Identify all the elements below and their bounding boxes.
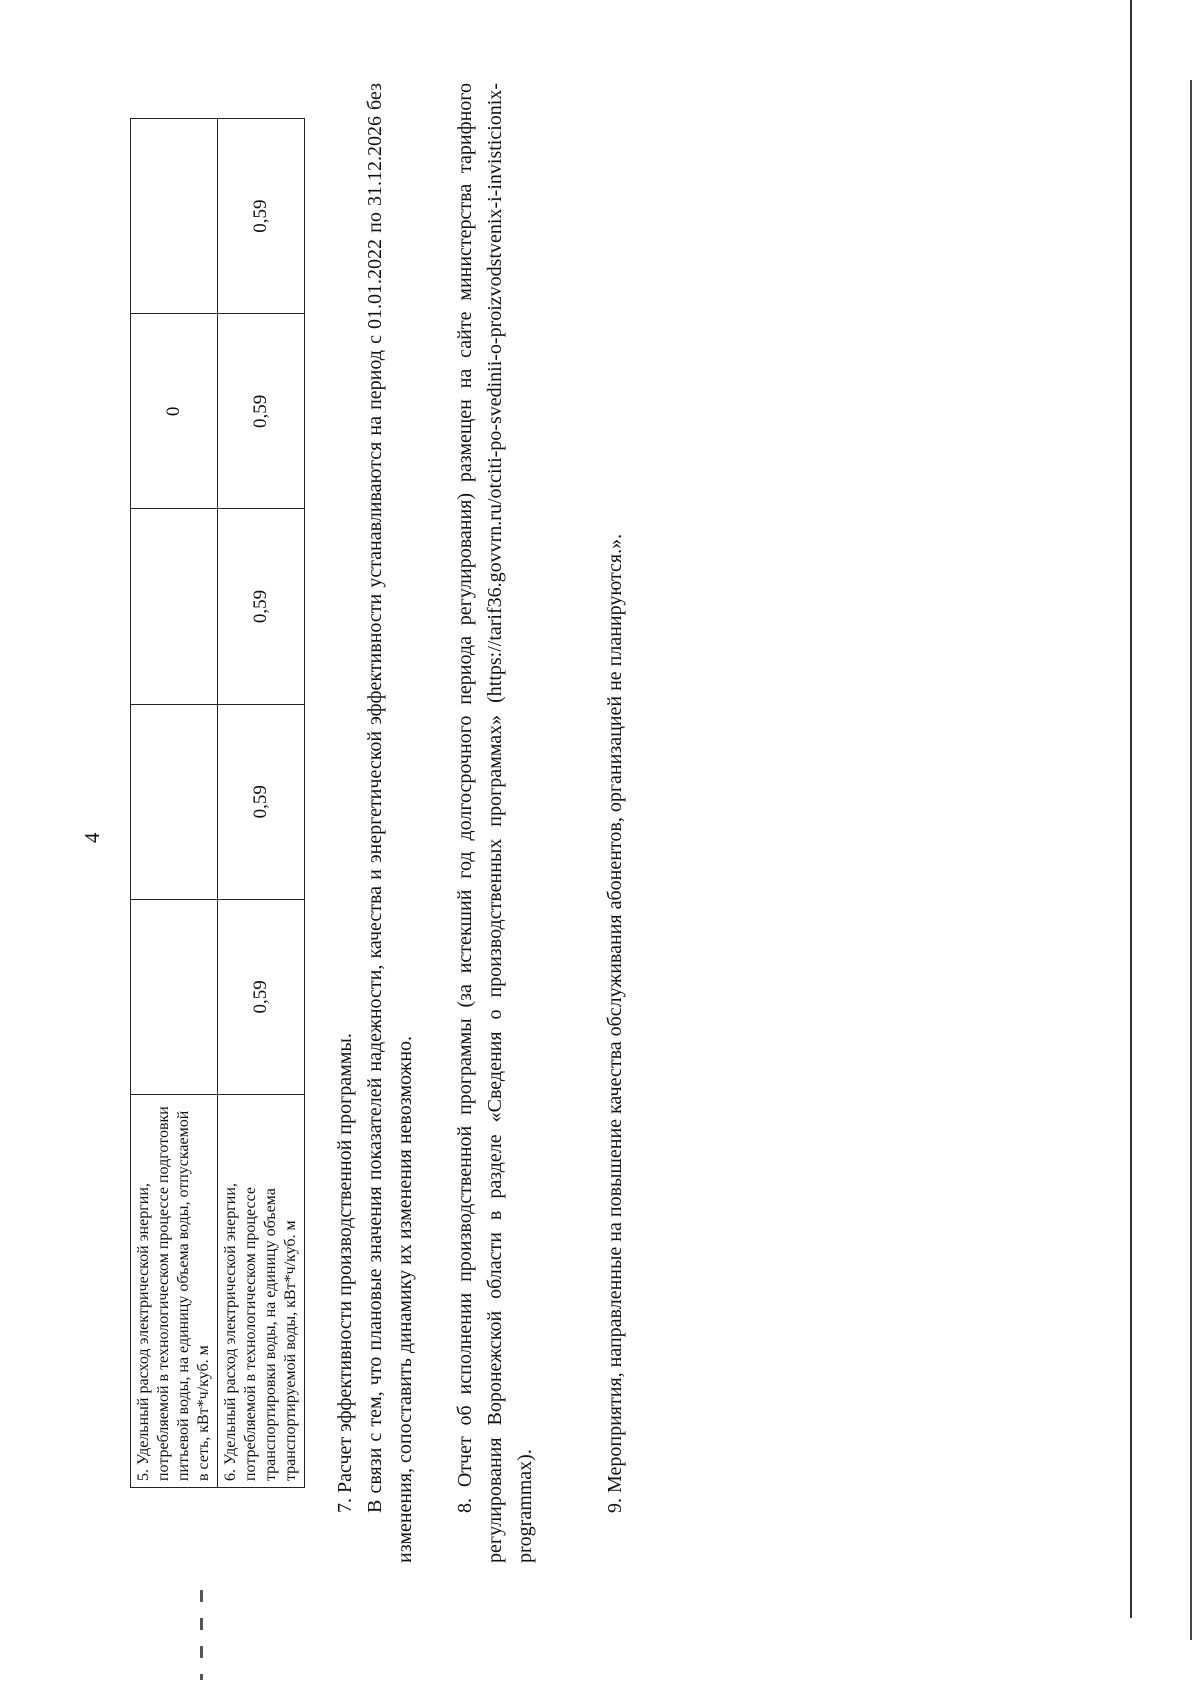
indicators-table: [130, 118, 305, 1488]
page-number: 4: [80, 832, 104, 843]
cell-value: 0,59: [218, 314, 305, 509]
cell-value: 0,59: [218, 899, 305, 1094]
body-text: [330, 83, 630, 1563]
indicator-name-5: 5. Удельный расход электрической энергии, потребляемой в технологическом процессе подготовки питьевой воды, на единицу объема воды, отпускаемой в сеть, кВт*ч/куб. м: [131, 1095, 218, 1488]
cell-value: 0,59: [218, 704, 305, 899]
cell-value: [131, 509, 218, 704]
cell-value: 0: [131, 314, 218, 509]
section-8-text: 8. Отчет об исполнении производственной программы (за истекший год долгосрочного периода регулирования) размещен на сайте министерства тарифного регулирования Воронежской области в разделе «Сведения о производственных программах» (https://tarif36.govvrn.ru/otciti-po-svedinii-o-proizvodstvenix-i-invisticionix-programmax).: [454, 83, 536, 1563]
cell-value: [131, 899, 218, 1094]
cell-value: [131, 119, 218, 314]
section-9-text: 9. Мероприятия, направленные на повышение качества обслуживания абонентов, организацией не планируются.».: [604, 533, 626, 1513]
cell-value: 0,59: [218, 119, 305, 314]
table-row: [131, 119, 218, 1488]
cell-value: 0,59: [218, 509, 305, 704]
section-7-text: В связи с тем, что плановые значения показателей надежности, качества и энергетической эффективности устанавливаются на период с 01.01.2022 по 31.12.2026 без изменения, сопоставить динамику их изменения невозможно.: [364, 83, 416, 1563]
cell-value: [131, 704, 218, 899]
section-7-title: 7. Расчет эффективности производственной программы.: [334, 1033, 356, 1513]
table-row: [218, 119, 305, 1488]
bottom-rule: [1130, 0, 1132, 1618]
indicator-name-6: 6. Удельный расход электрической энергии, потребляемой в технологическом процессе транспортировки воды, на единицу объема транспортируемой воды, кВт*ч/куб. м: [218, 1095, 305, 1488]
